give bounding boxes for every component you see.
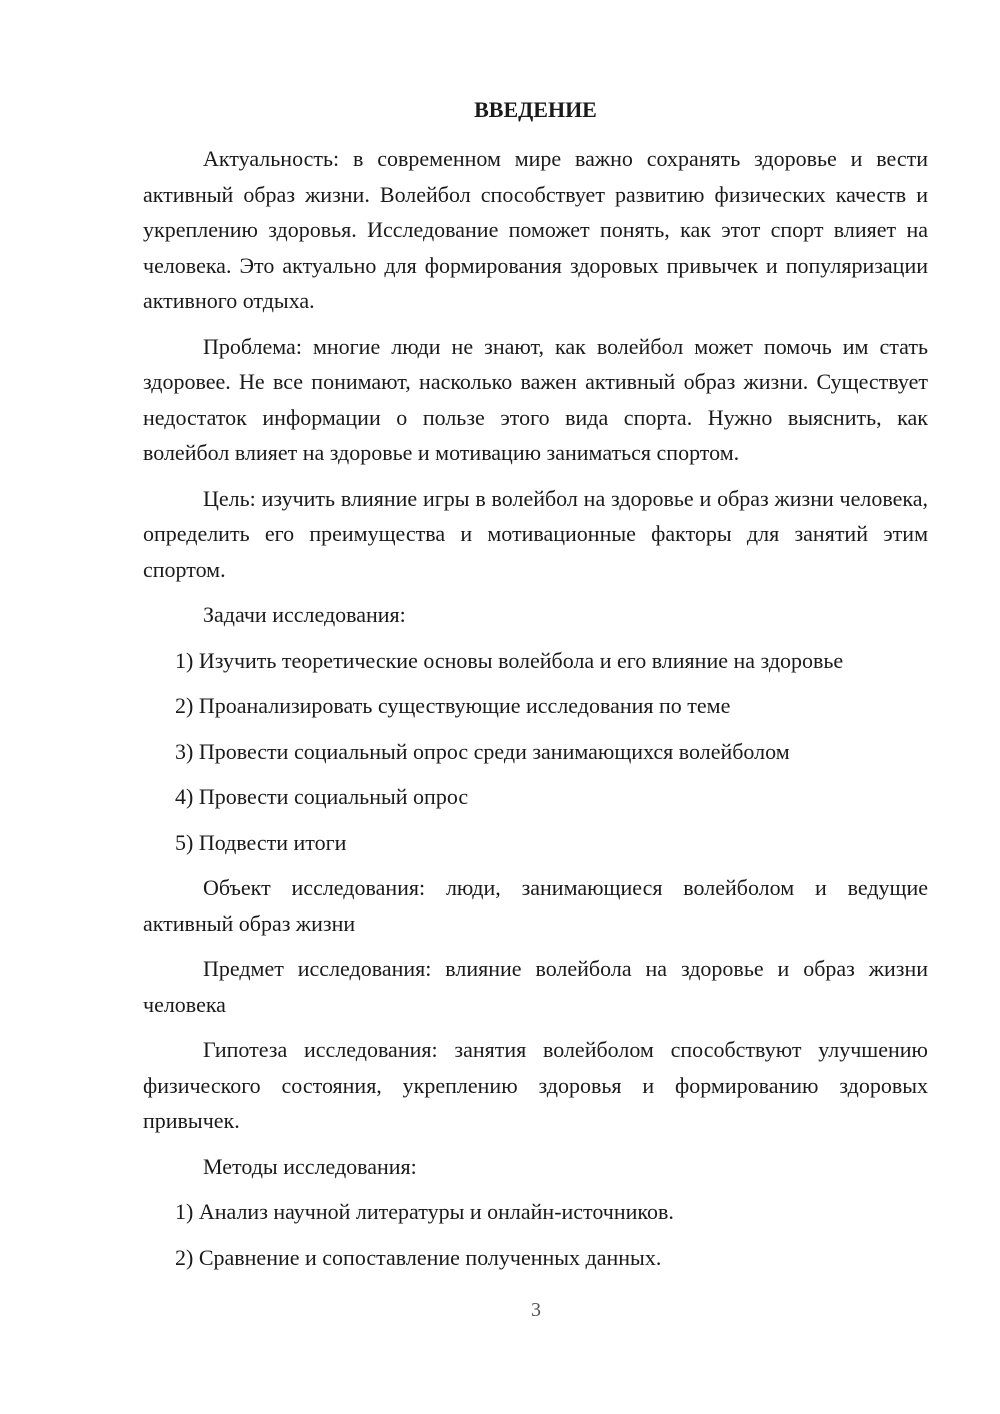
tasks-list bbox=[143, 643, 928, 861]
relevance-paragraph: Актуальность: в современном мире важно сохранять здоровье и вести активный образ жизни. Волейбол способствует развитию физических качеств и укреплению здоровья. Исследование поможет понять, как этот спорт влияет на человека. Это актуально для формирования здоровых привычек и популяризации активного отдыха. bbox=[143, 146, 928, 313]
document-page bbox=[143, 90, 928, 1285]
page-number: 3 bbox=[531, 1299, 541, 1321]
list-item: 4) Провести социальный опрос bbox=[175, 784, 469, 809]
subject-paragraph: Предмет исследования: влияние волейбола на здоровье и образ жизни человека bbox=[143, 956, 928, 1017]
methods-list bbox=[143, 1194, 928, 1275]
hypothesis-paragraph: Гипотеза исследования: занятия волейболом способствуют улучшению физического состояния, укреплению здоровья и формированию здоровых привычек. bbox=[143, 1037, 928, 1133]
page-title: ВВЕДЕНИЕ bbox=[474, 97, 597, 122]
list-item: 1) Анализ научной литературы и онлайн-источников. bbox=[175, 1199, 674, 1224]
list-item: 3) Провести социальный опрос среди занимающихся волейболом bbox=[175, 738, 790, 764]
tasks-heading: Задачи исследования: bbox=[203, 602, 406, 627]
problem-paragraph: Проблема: многие люди не знают, как волейбол может помочь им стать здоровее. Не все понимают, насколько важен активный образ жизни. Существует недостаток информации о пользе этого вида спорта. Нужно выяснить, как волейбол влияет на здоровье и мотивацию заниматься спортом. bbox=[143, 333, 928, 465]
goal-paragraph: Цель: изучить влияние игры в волейбол на здоровье и образ жизни человека, определить его преимущества и мотивационные факторы для занятий этим спортом. bbox=[143, 485, 928, 582]
methods-heading: Методы исследования: bbox=[203, 1153, 417, 1179]
list-item: 2) Сравнение и сопоставление полученных данных. bbox=[175, 1244, 662, 1270]
list-item: 5) Подвести итоги bbox=[175, 829, 347, 855]
list-item: 2) Проанализировать существующие исследования по теме bbox=[175, 693, 731, 718]
object-paragraph: Объект исследования: люди, занимающиеся волейболом и ведущие активный образ жизни bbox=[143, 875, 928, 936]
list-item: 1) Изучить теоретические основы волейбола и его влияние на здоровье bbox=[175, 647, 844, 673]
